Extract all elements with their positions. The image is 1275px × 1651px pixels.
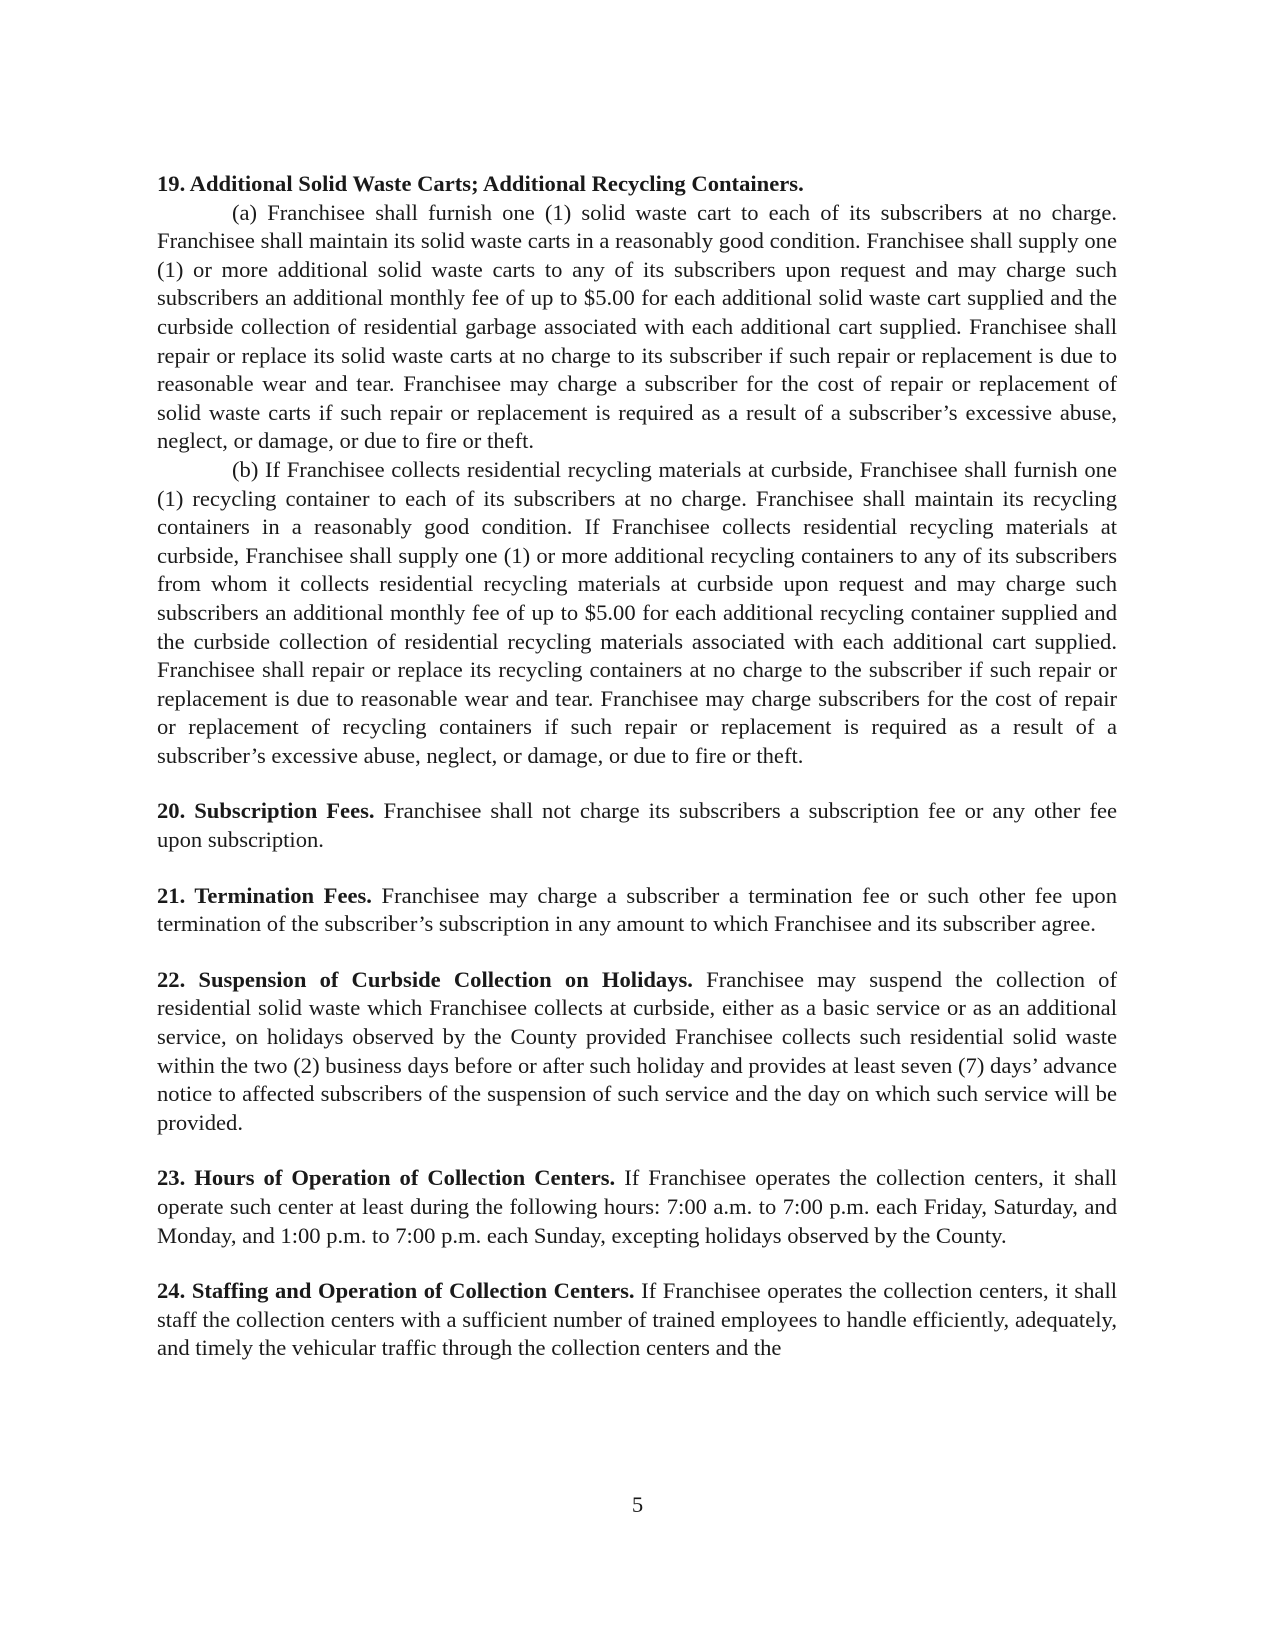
section-22-body: Franchisee may suspend the collection of residential solid waste which Franchisee collects at curbside, either as a basic service or as an additional service, on holidays observed by the County provided Franchisee collects such residential solid waste within the two (2) business days before or after such holiday and provides at least seven (7) days’ advance notice to affected subscribers of the suspension of such service and the day on which such service will be provided. <box>157 966 1117 1135</box>
section-19-heading: 19. Additional Solid Waste Carts; Additional Recycling Containers. <box>157 171 804 196</box>
section-19-paragraph-a: (a) Franchisee shall furnish one (1) solid waste cart to each of its subscribers at no charge. Franchisee shall maintain its solid waste carts in a reasonably good condition. Franchisee shall supply one (1) or more additional solid waste carts to any of its subscribers upon request and may charge such subscribers an additional monthly fee of up to $5.00 for each additional solid waste cart supplied and the curbside collection of residential garbage associated with each additional cart supplied. Franchisee shall repair or replace its solid waste carts at no charge to its subscriber if such repair or replacement is due to reasonable wear and tear. Franchisee may charge a subscriber for the cost of repair or replacement of solid waste carts if such repair or replacement is required as a result of a subscriber’s excessive abuse, neglect, or damage, or due to fire or theft. <box>157 199 1117 454</box>
section-19 <box>157 170 1117 770</box>
section-21-paragraph <box>157 882 1117 939</box>
section-23-heading: 23. Hours of Operation of Collection Centers. <box>157 1165 616 1191</box>
section-20-paragraph <box>157 797 1117 854</box>
section-20-body: Franchisee shall not charge its subscribers a subscription fee or any other fee upon subscription. <box>157 798 1117 853</box>
section-19-paragraph-b: (b) If Franchisee collects residential recycling materials at curbside, Franchisee shall furnish one (1) recycling container to each of its subscribers at no charge. Franchisee shall maintain its recycling containers in a reasonably good condition. If Franchisee collects residential recycling materials at curbside, Franchisee shall supply one (1) or more additional recycling containers to any of its subscribers from whom it collects residential recycling materials at curbside upon request and may charge such subscribers an additional monthly fee of up to $5.00 for each additional recycling container supplied and the curbside collection of residential recycling materials associated with each additional cart supplied. Franchisee shall repair or replace its recycling containers at no charge to the subscriber if such repair or replacement is due to reasonable wear and tear. Franchisee may charge subscribers for the cost of repair or replacement of recycling containers if such repair or replacement is required as a result of a subscriber’s excessive abuse, neglect, or damage, or due to fire or theft. <box>157 456 1117 768</box>
page-number: 5 <box>631 1492 644 1517</box>
section-22-heading: 22. Suspension of Curbside Collection on Holidays. <box>157 966 693 992</box>
section-21-heading: 21. Termination Fees. <box>157 882 372 908</box>
section-24-paragraph <box>157 1277 1117 1363</box>
section-23-paragraph <box>157 1164 1117 1250</box>
section-20-heading: 20. Subscription Fees. <box>157 798 375 824</box>
section-22-paragraph <box>157 966 1117 1138</box>
section-24 <box>157 1277 1117 1363</box>
section-24-heading: 24. Staffing and Operation of Collection Centers. <box>157 1278 635 1304</box>
document-page <box>157 170 1117 1390</box>
section-23-body: If Franchisee operates the collection centers, it shall operate such center at least during the following hours: 7:00 a.m. to 7:00 p.m. each Friday, Saturday, and Monday, and 1:00 p.m. to 7:00 p.m. each Sunday, excepting holidays observed by the County. <box>157 1165 1117 1248</box>
section-22 <box>157 966 1117 1138</box>
section-23 <box>157 1164 1117 1250</box>
section-21 <box>157 882 1117 939</box>
section-20 <box>157 797 1117 854</box>
section-24-body: If Franchisee operates the collection centers, it shall staff the collection centers with a sufficient number of trained employees to handle efficiently, adequately, and timely the vehicular traffic through the collection centers and the <box>157 1278 1118 1361</box>
section-21-body: Franchisee may charge a subscriber a termination fee or such other fee upon termination of the subscriber’s subscription in any amount to which Franchisee and its subscriber agree. <box>157 882 1117 937</box>
